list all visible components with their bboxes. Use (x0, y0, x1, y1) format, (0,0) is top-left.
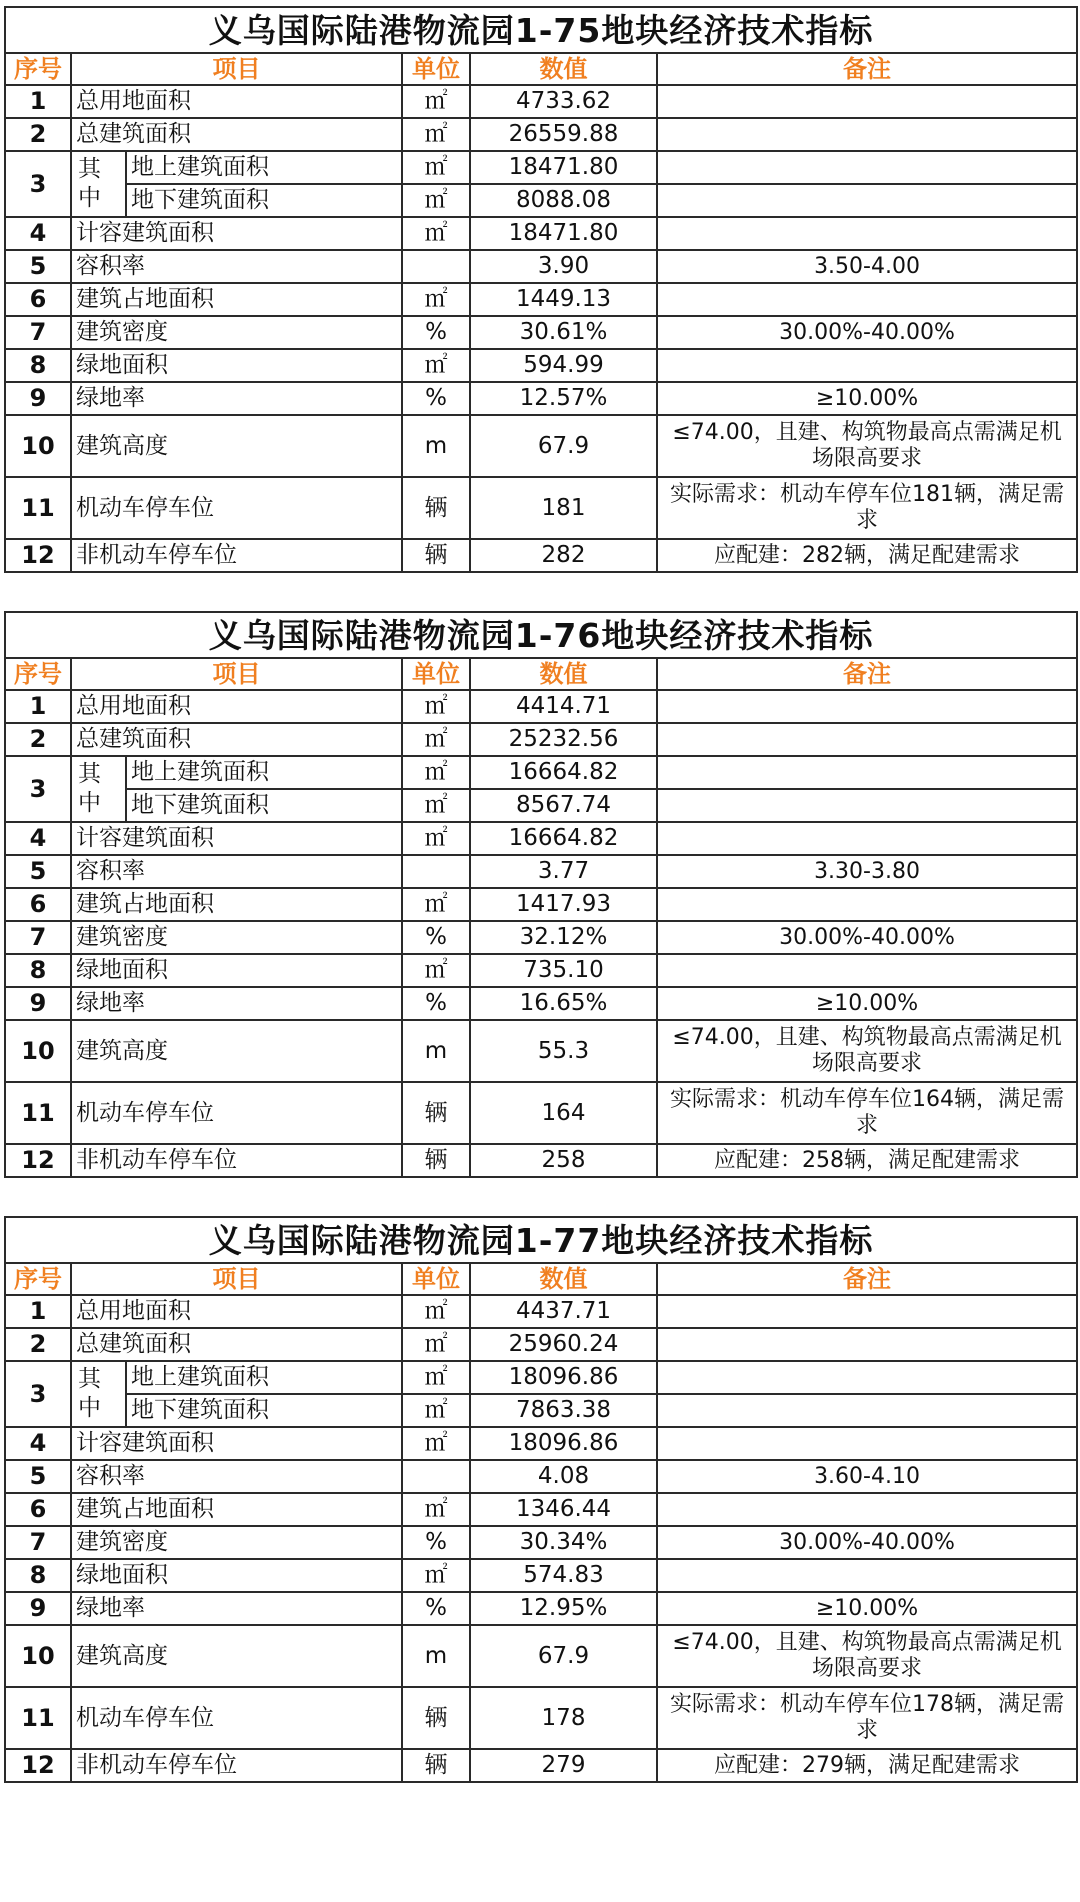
table-title-row (5, 7, 1077, 53)
row-index: 7 (5, 921, 71, 954)
row-value: 67.9 (470, 415, 657, 477)
table-row (5, 954, 1077, 987)
row-group-label: 其中 (71, 1361, 126, 1427)
row-value: 1449.13 (470, 283, 657, 316)
row-value: 16664.82 (470, 822, 657, 855)
row-unit: ㎡ (402, 349, 470, 382)
table-row (5, 1625, 1077, 1687)
row-item: 地下建筑面积 (126, 1394, 402, 1427)
header-index: 序号 (5, 658, 71, 690)
row-value: 30.34% (470, 1526, 657, 1559)
header-value: 数值 (470, 1263, 657, 1295)
row-value: 16.65% (470, 987, 657, 1020)
row-note (657, 1295, 1077, 1328)
row-unit: % (402, 921, 470, 954)
row-item: 建筑密度 (71, 1526, 402, 1559)
row-value: 8088.08 (470, 184, 657, 217)
table-row (5, 855, 1077, 888)
row-index: 1 (5, 1295, 71, 1328)
row-group-label: 其中 (71, 756, 126, 822)
row-value: 32.12% (470, 921, 657, 954)
row-item: 容积率 (71, 250, 402, 283)
row-index: 9 (5, 382, 71, 415)
row-index: 5 (5, 1460, 71, 1493)
table-row (5, 1082, 1077, 1144)
indicator-tables (4, 6, 1076, 1821)
row-value: 574.83 (470, 1559, 657, 1592)
row-item: 计容建筑面积 (71, 1427, 402, 1460)
row-index: 4 (5, 217, 71, 250)
table-header-row (5, 53, 1077, 85)
row-group-label: 其中 (71, 151, 126, 217)
row-index: 11 (5, 1082, 71, 1144)
row-index: 2 (5, 723, 71, 756)
row-value: 735.10 (470, 954, 657, 987)
row-unit: 辆 (402, 539, 470, 572)
row-value: 4437.71 (470, 1295, 657, 1328)
header-unit: 单位 (402, 1263, 470, 1295)
row-unit: 辆 (402, 477, 470, 539)
row-note: 应配建：258辆，满足配建需求 (657, 1144, 1077, 1177)
row-index: 4 (5, 822, 71, 855)
table-row (5, 1394, 1077, 1427)
table-row (5, 539, 1077, 572)
table-row (5, 415, 1077, 477)
row-item: 总用地面积 (71, 690, 402, 723)
row-value: 178 (470, 1687, 657, 1749)
row-item: 绿地率 (71, 987, 402, 1020)
row-note: 30.00%-40.00% (657, 316, 1077, 349)
row-index: 9 (5, 987, 71, 1020)
row-note (657, 118, 1077, 151)
row-item: 绿地率 (71, 382, 402, 415)
row-index: 11 (5, 477, 71, 539)
row-unit: m (402, 1625, 470, 1687)
table-row (5, 151, 1077, 184)
row-index: 8 (5, 954, 71, 987)
header-index: 序号 (5, 1263, 71, 1295)
row-note (657, 888, 1077, 921)
header-value: 数值 (470, 53, 657, 85)
header-note: 备注 (657, 1263, 1077, 1295)
row-value: 8567.74 (470, 789, 657, 822)
row-index: 10 (5, 1625, 71, 1687)
row-index: 3 (5, 151, 71, 217)
header-item: 项目 (71, 658, 402, 690)
row-note (657, 1361, 1077, 1394)
row-unit: m (402, 415, 470, 477)
row-unit: ㎡ (402, 1493, 470, 1526)
row-item: 容积率 (71, 1460, 402, 1493)
table-row (5, 1295, 1077, 1328)
row-note (657, 756, 1077, 789)
row-unit: m (402, 1020, 470, 1082)
row-index: 2 (5, 118, 71, 151)
row-unit: % (402, 382, 470, 415)
table-row (5, 382, 1077, 415)
row-item: 绿地率 (71, 1592, 402, 1625)
row-value: 3.90 (470, 250, 657, 283)
table-row (5, 1144, 1077, 1177)
row-unit: ㎡ (402, 723, 470, 756)
row-unit: ㎡ (402, 283, 470, 316)
row-item: 总用地面积 (71, 1295, 402, 1328)
row-item: 地上建筑面积 (126, 1361, 402, 1394)
row-unit: ㎡ (402, 1394, 470, 1427)
row-value: 4414.71 (470, 690, 657, 723)
row-index: 8 (5, 1559, 71, 1592)
header-unit: 单位 (402, 53, 470, 85)
table-row (5, 723, 1077, 756)
row-index: 3 (5, 1361, 71, 1427)
row-item: 非机动车停车位 (71, 1144, 402, 1177)
row-note (657, 1559, 1077, 1592)
table-row (5, 1592, 1077, 1625)
row-value: 18471.80 (470, 217, 657, 250)
row-index: 8 (5, 349, 71, 382)
header-item: 项目 (71, 1263, 402, 1295)
table-row (5, 1020, 1077, 1082)
table-row (5, 888, 1077, 921)
table-title: 义乌国际陆港物流园1-77地块经济技术指标 (5, 1217, 1077, 1263)
table-row (5, 1687, 1077, 1749)
table-row (5, 1526, 1077, 1559)
row-item: 建筑占地面积 (71, 283, 402, 316)
row-unit: 辆 (402, 1082, 470, 1144)
row-index: 10 (5, 1020, 71, 1082)
row-value: 258 (470, 1144, 657, 1177)
row-unit: ㎡ (402, 954, 470, 987)
row-item: 地下建筑面积 (126, 789, 402, 822)
row-note: ≥10.00% (657, 987, 1077, 1020)
row-item: 地上建筑面积 (126, 756, 402, 789)
row-item: 建筑密度 (71, 921, 402, 954)
row-item: 建筑高度 (71, 1020, 402, 1082)
row-index: 12 (5, 1749, 71, 1782)
row-unit: ㎡ (402, 1328, 470, 1361)
row-index: 6 (5, 1493, 71, 1526)
row-item: 计容建筑面积 (71, 822, 402, 855)
row-note (657, 1394, 1077, 1427)
row-note (657, 151, 1077, 184)
row-unit: ㎡ (402, 756, 470, 789)
header-unit: 单位 (402, 658, 470, 690)
table-row (5, 1493, 1077, 1526)
row-unit (402, 1460, 470, 1493)
row-value: 1346.44 (470, 1493, 657, 1526)
row-unit: % (402, 1526, 470, 1559)
row-unit: ㎡ (402, 789, 470, 822)
row-note: 30.00%-40.00% (657, 1526, 1077, 1559)
row-unit: ㎡ (402, 1361, 470, 1394)
row-value: 25960.24 (470, 1328, 657, 1361)
row-note (657, 184, 1077, 217)
row-unit: ㎡ (402, 690, 470, 723)
table-row (5, 690, 1077, 723)
row-unit: ㎡ (402, 1559, 470, 1592)
row-value: 4.08 (470, 1460, 657, 1493)
table-row (5, 1559, 1077, 1592)
row-index: 12 (5, 1144, 71, 1177)
row-value: 25232.56 (470, 723, 657, 756)
row-value: 282 (470, 539, 657, 572)
row-item: 总建筑面积 (71, 1328, 402, 1361)
row-unit: 辆 (402, 1144, 470, 1177)
row-value: 1417.93 (470, 888, 657, 921)
row-item: 建筑高度 (71, 1625, 402, 1687)
row-item: 机动车停车位 (71, 1687, 402, 1749)
row-item: 机动车停车位 (71, 477, 402, 539)
row-note (657, 723, 1077, 756)
table-row (5, 283, 1077, 316)
row-index: 1 (5, 85, 71, 118)
row-value: 279 (470, 1749, 657, 1782)
row-item: 总建筑面积 (71, 723, 402, 756)
row-note: 应配建：282辆，满足配建需求 (657, 539, 1077, 572)
row-value: 12.95% (470, 1592, 657, 1625)
table-row (5, 987, 1077, 1020)
table-row (5, 789, 1077, 822)
row-unit: 辆 (402, 1687, 470, 1749)
row-index: 3 (5, 756, 71, 822)
row-value: 26559.88 (470, 118, 657, 151)
row-unit: ㎡ (402, 888, 470, 921)
table-row (5, 250, 1077, 283)
table-row (5, 85, 1077, 118)
row-note: 实际需求：机动车停车位164辆，满足需求 (657, 1082, 1077, 1144)
row-index: 11 (5, 1687, 71, 1749)
row-value: 4733.62 (470, 85, 657, 118)
row-note (657, 217, 1077, 250)
row-note (657, 1493, 1077, 1526)
row-note (657, 1328, 1077, 1361)
row-note (657, 789, 1077, 822)
row-note (657, 822, 1077, 855)
table-header-row (5, 1263, 1077, 1295)
row-item: 建筑密度 (71, 316, 402, 349)
row-item: 建筑高度 (71, 415, 402, 477)
row-note (657, 1427, 1077, 1460)
row-note (657, 349, 1077, 382)
row-note: 实际需求：机动车停车位181辆，满足需求 (657, 477, 1077, 539)
row-item: 非机动车停车位 (71, 539, 402, 572)
row-item: 建筑占地面积 (71, 888, 402, 921)
table-row (5, 822, 1077, 855)
table-header-row (5, 658, 1077, 690)
row-value: 7863.38 (470, 1394, 657, 1427)
row-item: 机动车停车位 (71, 1082, 402, 1144)
row-index: 4 (5, 1427, 71, 1460)
row-note: ≤74.00，且建、构筑物最高点需满足机场限高要求 (657, 415, 1077, 477)
row-index: 7 (5, 316, 71, 349)
row-note: 实际需求：机动车停车位178辆，满足需求 (657, 1687, 1077, 1749)
header-value: 数值 (470, 658, 657, 690)
row-note (657, 85, 1077, 118)
table-title-row (5, 1217, 1077, 1263)
row-value: 55.3 (470, 1020, 657, 1082)
row-note: 应配建：279辆，满足配建需求 (657, 1749, 1077, 1782)
table-row (5, 349, 1077, 382)
row-value: 164 (470, 1082, 657, 1144)
row-note (657, 954, 1077, 987)
row-unit (402, 250, 470, 283)
table-row (5, 118, 1077, 151)
table-row (5, 1361, 1077, 1394)
row-index: 1 (5, 690, 71, 723)
row-index: 7 (5, 1526, 71, 1559)
row-unit (402, 855, 470, 888)
header-note: 备注 (657, 53, 1077, 85)
row-value: 594.99 (470, 349, 657, 382)
row-note: ≥10.00% (657, 1592, 1077, 1625)
row-unit: ㎡ (402, 217, 470, 250)
table-title: 义乌国际陆港物流园1-76地块经济技术指标 (5, 612, 1077, 658)
row-note: 3.60-4.10 (657, 1460, 1077, 1493)
row-item: 总建筑面积 (71, 118, 402, 151)
row-item: 容积率 (71, 855, 402, 888)
row-value: 12.57% (470, 382, 657, 415)
row-item: 计容建筑面积 (71, 217, 402, 250)
row-index: 9 (5, 1592, 71, 1625)
table-title: 义乌国际陆港物流园1-75地块经济技术指标 (5, 7, 1077, 53)
row-unit: % (402, 987, 470, 1020)
row-note: ≥10.00% (657, 382, 1077, 415)
row-note: 3.30-3.80 (657, 855, 1077, 888)
row-value: 30.61% (470, 316, 657, 349)
row-unit: ㎡ (402, 151, 470, 184)
row-unit: % (402, 1592, 470, 1625)
table-title-row (5, 612, 1077, 658)
row-value: 16664.82 (470, 756, 657, 789)
row-unit: ㎡ (402, 118, 470, 151)
row-item: 绿地面积 (71, 1559, 402, 1592)
row-note (657, 283, 1077, 316)
row-item: 地下建筑面积 (126, 184, 402, 217)
row-item: 非机动车停车位 (71, 1749, 402, 1782)
row-index: 6 (5, 888, 71, 921)
row-index: 5 (5, 250, 71, 283)
row-item: 建筑占地面积 (71, 1493, 402, 1526)
row-index: 6 (5, 283, 71, 316)
row-value: 3.77 (470, 855, 657, 888)
header-index: 序号 (5, 53, 71, 85)
table-row (5, 184, 1077, 217)
row-note: ≤74.00，且建、构筑物最高点需满足机场限高要求 (657, 1020, 1077, 1082)
table-row (5, 477, 1077, 539)
row-item: 绿地面积 (71, 954, 402, 987)
row-index: 5 (5, 855, 71, 888)
table-row (5, 1328, 1077, 1361)
row-item: 绿地面积 (71, 349, 402, 382)
header-note: 备注 (657, 658, 1077, 690)
indicator-table (4, 6, 1078, 573)
row-note: 3.50-4.00 (657, 250, 1077, 283)
row-item: 地上建筑面积 (126, 151, 402, 184)
row-note: 30.00%-40.00% (657, 921, 1077, 954)
indicator-table (4, 611, 1078, 1178)
row-unit: ㎡ (402, 85, 470, 118)
row-unit: % (402, 316, 470, 349)
row-note: ≤74.00，且建、构筑物最高点需满足机场限高要求 (657, 1625, 1077, 1687)
row-item: 总用地面积 (71, 85, 402, 118)
row-value: 18471.80 (470, 151, 657, 184)
row-unit: ㎡ (402, 1295, 470, 1328)
header-item: 项目 (71, 53, 402, 85)
row-index: 2 (5, 1328, 71, 1361)
row-value: 18096.86 (470, 1361, 657, 1394)
row-unit: 辆 (402, 1749, 470, 1782)
row-value: 181 (470, 477, 657, 539)
table-row (5, 1749, 1077, 1782)
row-value: 18096.86 (470, 1427, 657, 1460)
table-row (5, 1427, 1077, 1460)
row-index: 10 (5, 415, 71, 477)
row-unit: ㎡ (402, 822, 470, 855)
table-row (5, 1460, 1077, 1493)
table-row (5, 217, 1077, 250)
indicator-table (4, 1216, 1078, 1783)
row-index: 12 (5, 539, 71, 572)
row-unit: ㎡ (402, 184, 470, 217)
table-row (5, 316, 1077, 349)
row-note (657, 690, 1077, 723)
table-row (5, 756, 1077, 789)
row-value: 67.9 (470, 1625, 657, 1687)
table-row (5, 921, 1077, 954)
row-unit: ㎡ (402, 1427, 470, 1460)
